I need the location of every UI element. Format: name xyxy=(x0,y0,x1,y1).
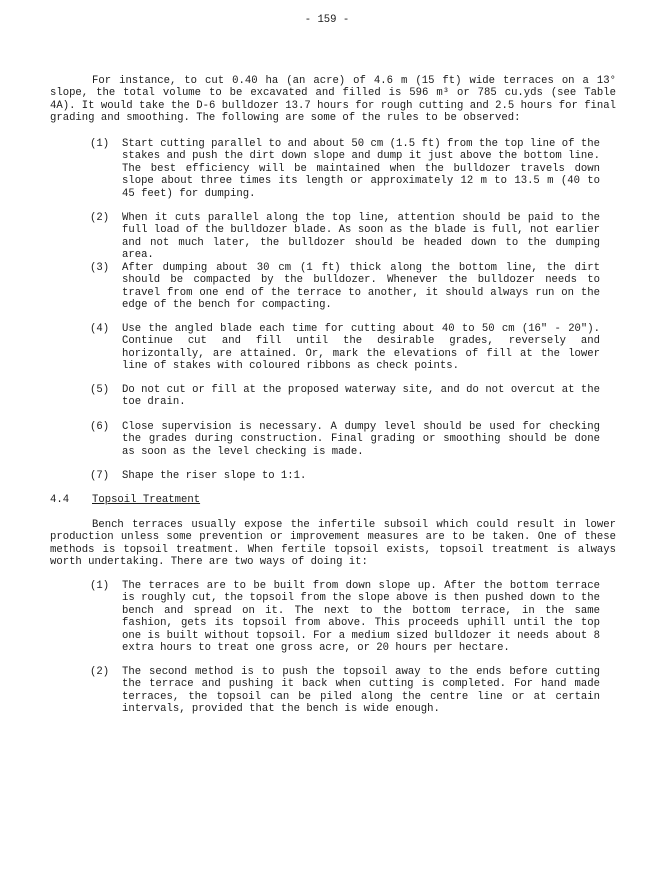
rule-text: Shape the riser slope to 1:1. xyxy=(122,470,307,482)
section-heading xyxy=(50,494,450,506)
rule-number: (7) xyxy=(90,470,110,482)
section-number: 4.4 xyxy=(50,494,70,506)
rule-text: Use the angled blade each time for cutting about 40 to 50 cm (16" - 20"). Continue cut and fill until the desirable grades, reversely and horizontally, are attained. Or, mark the elevations of fill at the lower line of stakes with coloured ribbons as check points. xyxy=(122,323,600,373)
page-number: - 159 - xyxy=(304,14,350,26)
rule-text: After dumping about 30 cm (1 ft) thick along the bottom line, the dirt should be compacted by the bulldozer. Whenever the bulldozer needs to travel from one end of the terrace to another, it should always run on the edge of the bench for compacting. xyxy=(122,262,600,312)
rule-text: When it cuts parallel along the top line, attention should be paid to the full load of the bulldozer blade. As soon as the blade is full, not earlier and not much later, the bulldozer should be headed down to the dumping area. xyxy=(122,212,600,262)
topsoil-paragraph: Bench terraces usually expose the infertile subsoil which could result in lower production unless some prevention or improvement measures are to be taken. One of these methods is topsoil treatment. When fertile topsoil exists, topsoil treatment is always worth undertaking. There are two ways of doing it: xyxy=(50,519,616,569)
section-title: Topsoil Treatment xyxy=(92,494,201,506)
method-number: (2) xyxy=(90,666,110,678)
rule-text: Start cutting parallel to and about 50 cm (1.5 ft) from the top line of the stakes and push the dirt down slope and dump it just above the bottom line. The best efficiency will be maintained when the bulldozer travels down slope about three times its length or approximately 12 m to 13.5 m (40 to 45 feet) for dumping. xyxy=(122,138,600,200)
rule-number: (3) xyxy=(90,262,110,274)
rule-text: Close supervision is necessary. A dumpy level should be used for checking the grades during construction. Final grading or smoothing should be done as soon as the level checking is made. xyxy=(122,421,600,458)
method-number: (1) xyxy=(90,580,110,592)
method-text: The terraces are to be built from down slope up. After the bottom terrace is roughly cut, the topsoil from the slope above is then pushed down to the bench and spread on it. The next to the bottom terrace, in the same fashion, gets its topsoil from above. This proceeds uphill until the top one is built without topsoil. For a medium sized bulldozer it needs about 8 extra hours to treat one gross acre, or 20 hours per hectare. xyxy=(122,580,600,655)
intro-paragraph: For instance, to cut 0.40 ha (an acre) of 4.6 m (15 ft) wide terraces on a 13° slope, the total volume to be excavated and filled is 596 m³ or 785 cu.yds (see Table 4A). It would take the D-6 bulldozer 13.7 hours for rough cutting and 2.5 hours for final grading and smoothing. The following are some of the rules to be observed: xyxy=(50,75,616,125)
rule-number: (1) xyxy=(90,138,110,150)
rule-number: (2) xyxy=(90,212,110,224)
rule-number: (4) xyxy=(90,323,110,335)
rule-number: (6) xyxy=(90,421,110,433)
rule-text: Do not cut or fill at the proposed waterway site, and do not overcut at the toe drain. xyxy=(122,384,600,409)
method-text: The second method is to push the topsoil away to the ends before cutting the terrace and pushing it back when cutting is completed. For hand made terraces, the topsoil can be piled along the centre line or at certain intervals, provided that the bench is wide enough. xyxy=(122,666,600,716)
rule-number: (5) xyxy=(90,384,110,396)
